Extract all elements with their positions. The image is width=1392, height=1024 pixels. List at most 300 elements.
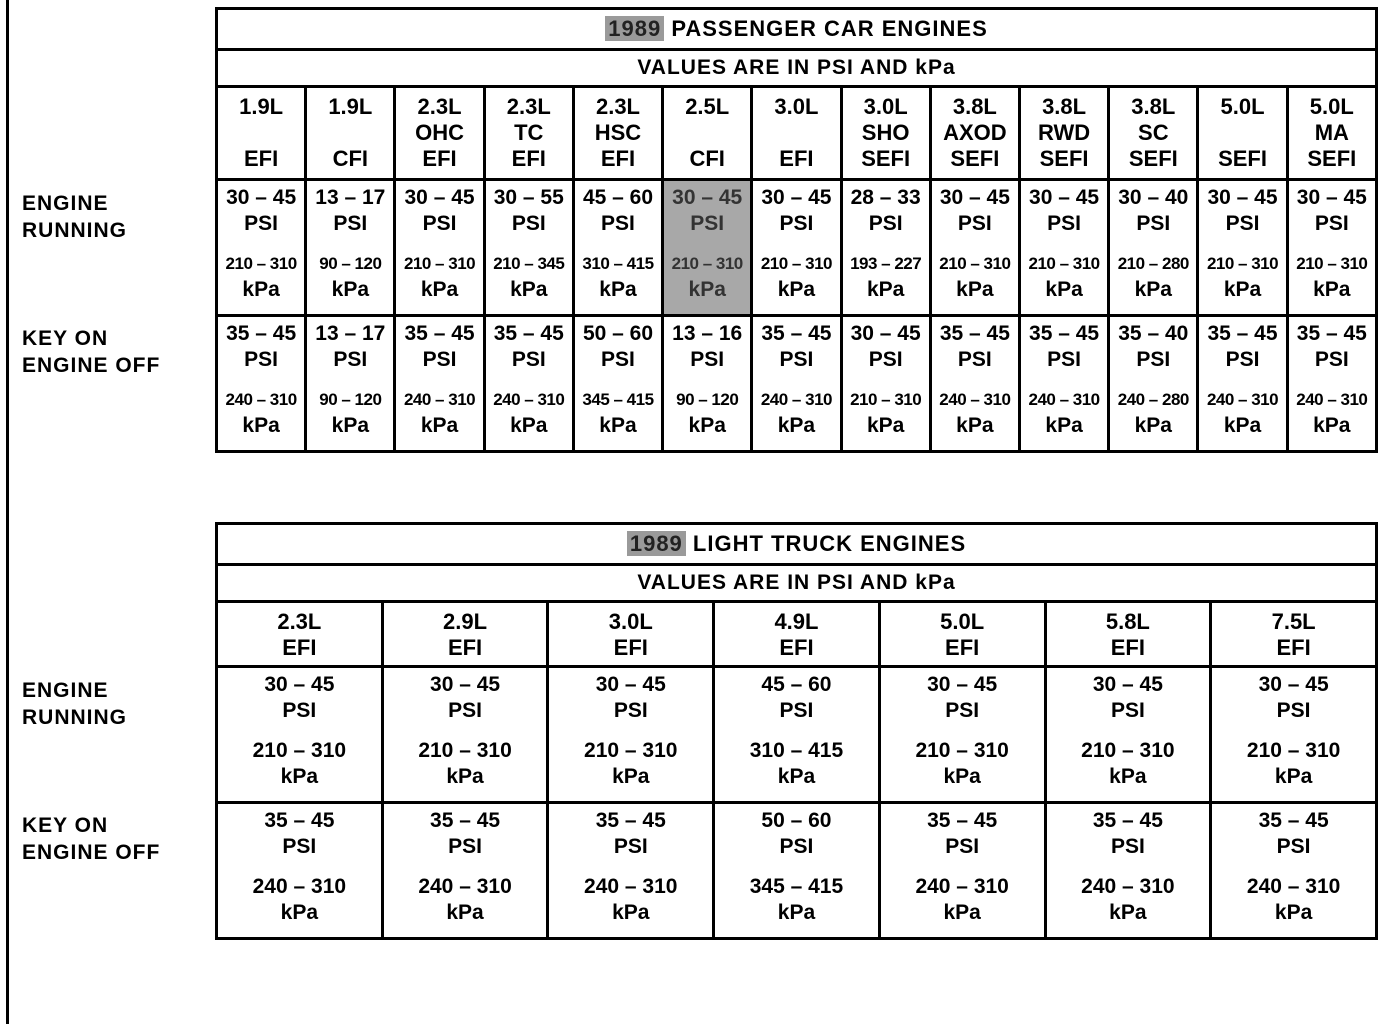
truck-cell-engine-running [714, 667, 880, 803]
psi-unit: PSI [868, 348, 903, 371]
truck-units-note: VALUES ARE IN PSI AND kPa [217, 565, 1377, 602]
psi-range: 35 – 45 [1296, 322, 1367, 345]
kpa-range: 310 – 415 [582, 254, 654, 273]
kpa-unit: kPa [446, 901, 484, 924]
passenger-engine-header [395, 87, 484, 180]
psi-range: 35 – 45 [1258, 809, 1329, 832]
passenger-engine-header-row [217, 87, 1377, 180]
kpa-range: 240 – 310 [403, 390, 476, 409]
truck-label-engine-running [22, 677, 127, 731]
engine-header-line: CFI [332, 146, 369, 171]
truck-cell-engine-running [879, 667, 1045, 803]
psi-unit: PSI [779, 699, 814, 722]
passenger-engine-header [841, 87, 930, 180]
truck-engine-header [1211, 602, 1377, 667]
kpa-unit: kPa [1223, 278, 1262, 301]
psi-range: 30 – 45 [1258, 673, 1329, 696]
engine-header-line: SC [1138, 120, 1169, 145]
psi-unit: PSI [511, 212, 546, 235]
kpa-range: 240 – 310 [252, 875, 347, 898]
label-line: KEY ON [22, 327, 109, 350]
passenger-label-engine-running [22, 190, 127, 244]
truck-engine-header [1045, 602, 1211, 667]
kpa-range: 210 – 310 [1028, 254, 1100, 273]
psi-range: 50 – 60 [761, 809, 832, 832]
truck-engine-header [217, 602, 383, 667]
engine-header-line: TC [514, 120, 544, 145]
truck-engine-header [382, 602, 548, 667]
engine-header-line: 2.3L [417, 94, 462, 119]
psi-range: 35 – 45 [1092, 809, 1163, 832]
passenger-row-key-on-engine-off [217, 316, 1377, 452]
psi-unit: PSI [945, 699, 980, 722]
psi-range: 30 – 45 [939, 186, 1010, 209]
passenger-cell-engine-running [1109, 180, 1198, 316]
passenger-engine-header [484, 87, 573, 180]
kpa-unit: kPa [280, 901, 319, 924]
passenger-cell-key-on-engine-off [841, 316, 930, 452]
kpa-range: 310 – 415 [749, 739, 844, 762]
psi-unit: PSI [511, 348, 546, 371]
kpa-range: 240 – 310 [1296, 390, 1368, 409]
passenger-engine-header [930, 87, 1019, 180]
psi-range: 30 – 45 [430, 673, 501, 696]
label-line: ENGINE [22, 192, 109, 215]
label-line: KEY ON [22, 814, 109, 837]
kpa-range: 240 – 310 [584, 875, 678, 898]
passenger-engine-header [1198, 87, 1287, 180]
passenger-cell-engine-running [484, 180, 573, 316]
engine-header-line: 5.0L [1220, 94, 1265, 119]
truck-cell-key-on-engine-off [548, 803, 714, 939]
label-line: RUNNING [22, 219, 127, 242]
psi-unit: PSI [282, 835, 317, 858]
psi-unit: PSI [1276, 699, 1311, 722]
passenger-cell-engine-running [1198, 180, 1287, 316]
kpa-range: 210 – 310 [252, 739, 347, 762]
psi-unit: PSI [1047, 212, 1081, 235]
kpa-unit: kPa [956, 414, 994, 437]
kpa-unit: kPa [1045, 278, 1083, 301]
kpa-unit: kPa [777, 901, 816, 924]
kpa-range: 210 – 310 [225, 254, 297, 273]
engine-header-line: 2.9L [443, 609, 488, 634]
kpa-unit: kPa [688, 414, 726, 437]
kpa-unit: kPa [510, 414, 548, 437]
passenger-engine-header [217, 87, 306, 180]
kpa-range: 210 – 310 [915, 739, 1009, 762]
psi-unit: PSI [1047, 348, 1081, 371]
passenger-table-title [217, 9, 1377, 50]
engine-header-line: 3.0L [863, 94, 908, 119]
psi-range: 45 – 60 [761, 673, 832, 696]
psi-unit: PSI [1225, 212, 1260, 235]
psi-range: 13 – 16 [672, 322, 743, 345]
passenger-cell-engine-running [841, 180, 930, 316]
psi-range: 30 – 45 [595, 673, 666, 696]
psi-range: 13 – 17 [315, 322, 386, 345]
truck-row-key-on-engine-off [217, 803, 1377, 939]
psi-unit: PSI [1136, 348, 1171, 371]
kpa-range: 210 – 310 [1246, 739, 1341, 762]
engine-header-line: 4.9L [774, 609, 819, 634]
passenger-cell-engine-running [306, 180, 395, 316]
engine-header-line [218, 120, 304, 146]
kpa-range: 210 – 310 [1206, 254, 1279, 273]
engine-header-line: 3.8L [952, 94, 997, 119]
psi-unit: PSI [779, 835, 814, 858]
engine-header-line: RWD [1038, 120, 1091, 145]
psi-unit: PSI [282, 699, 317, 722]
truck-engine-header [548, 602, 714, 667]
engine-header-line: 1.9L [239, 94, 284, 119]
truck-cell-key-on-engine-off [1211, 803, 1377, 939]
kpa-range: 210 – 345 [493, 254, 565, 273]
passenger-cell-key-on-engine-off [573, 316, 662, 452]
kpa-range: 210 – 310 [1081, 739, 1175, 762]
truck-engine-header-row [217, 602, 1377, 667]
passenger-cell-key-on-engine-off [1019, 316, 1108, 452]
kpa-unit: kPa [688, 278, 726, 301]
kpa-unit: kPa [777, 278, 816, 301]
psi-range: 45 – 60 [582, 186, 654, 209]
label-line: ENGINE [22, 679, 109, 702]
kpa-range: 345 – 415 [749, 875, 844, 898]
passenger-cell-key-on-engine-off [395, 316, 484, 452]
kpa-unit: kPa [242, 278, 280, 301]
passenger-engine-header [306, 87, 395, 180]
truck-units-row [217, 565, 1377, 602]
kpa-unit: kPa [1109, 765, 1147, 788]
kpa-range: 240 – 310 [1246, 875, 1341, 898]
engine-header-line: OHC [415, 120, 464, 145]
engine-header-line: SEFI [950, 146, 1000, 171]
psi-unit: PSI [613, 835, 648, 858]
kpa-unit: kPa [1134, 278, 1172, 301]
psi-range: 30 – 45 [264, 673, 335, 696]
engine-header-line: SEFI [1128, 146, 1178, 171]
truck-cell-key-on-engine-off [879, 803, 1045, 939]
truck-title-year: 1989 [627, 531, 686, 556]
engine-header-line: EFI [422, 146, 457, 171]
passenger-engine-header [752, 87, 841, 180]
passenger-units-row [217, 50, 1377, 87]
kpa-unit: kPa [1134, 414, 1172, 437]
passenger-engine-header [1287, 87, 1376, 180]
engine-header-line: 7.5L [1271, 609, 1316, 634]
psi-unit: PSI [690, 348, 725, 371]
psi-range: 30 – 45 [1296, 186, 1367, 209]
engine-header-line [753, 120, 839, 146]
engine-header-line: EFI [613, 635, 648, 660]
psi-range: 28 – 33 [850, 186, 921, 209]
engine-header-line: 3.0L [774, 94, 819, 119]
engine-header-line: EFI [447, 635, 483, 660]
passenger-cell-key-on-engine-off [1109, 316, 1198, 452]
psi-unit: PSI [957, 212, 992, 235]
psi-range: 35 – 45 [226, 322, 297, 345]
passenger-cell-key-on-engine-off [1287, 316, 1376, 452]
kpa-range: 90 – 120 [676, 390, 739, 409]
psi-unit: PSI [868, 212, 903, 235]
psi-range: 35 – 45 [939, 322, 1010, 345]
passenger-cell-key-on-engine-off [663, 316, 752, 452]
truck-cell-engine-running [382, 667, 548, 803]
light-truck-table [215, 522, 1378, 940]
engine-header-line: EFI [243, 146, 279, 171]
engine-header-line: EFI [600, 146, 636, 171]
psi-unit: PSI [1314, 212, 1349, 235]
kpa-unit: kPa [331, 278, 370, 301]
psi-range: 35 – 45 [404, 322, 475, 345]
psi-range: 30 – 40 [1118, 186, 1189, 209]
truck-engine-header [879, 602, 1045, 667]
engine-header-line: EFI [945, 635, 980, 660]
psi-range: 13 – 17 [315, 186, 386, 209]
engine-header-line: 3.8L [1131, 94, 1176, 119]
psi-unit: PSI [1225, 348, 1260, 371]
engine-header-line: SEFI [1039, 146, 1089, 171]
kpa-unit: kPa [956, 278, 994, 301]
psi-range: 35 – 45 [430, 809, 501, 832]
truck-cell-key-on-engine-off [382, 803, 548, 939]
engine-header-line [307, 120, 393, 146]
engine-header-line: EFI [282, 635, 317, 660]
psi-range: 30 – 45 [226, 186, 297, 209]
passenger-engine-header [1109, 87, 1198, 180]
kpa-unit: kPa [1313, 414, 1351, 437]
psi-unit: PSI [957, 348, 992, 371]
engine-header-line: MA [1314, 120, 1349, 145]
engine-header-line: 2.3L [506, 94, 551, 119]
kpa-unit: kPa [510, 278, 548, 301]
psi-range: 35 – 45 [1207, 322, 1278, 345]
kpa-unit: kPa [1313, 278, 1351, 301]
engine-header-line: CFI [689, 146, 725, 171]
kpa-unit: kPa [242, 414, 280, 437]
truck-cell-engine-running [1045, 667, 1211, 803]
passenger-cell-engine-running [752, 180, 841, 316]
psi-range: 35 – 45 [493, 322, 564, 345]
engine-header-line: SEFI [1218, 146, 1267, 171]
psi-unit: PSI [601, 348, 635, 371]
kpa-unit: kPa [866, 414, 905, 437]
engine-header-line: 5.0L [940, 609, 985, 634]
psi-range: 35 – 45 [595, 809, 666, 832]
psi-unit: PSI [1276, 835, 1311, 858]
passenger-cell-key-on-engine-off [1198, 316, 1287, 452]
psi-range: 30 – 45 [850, 322, 921, 345]
psi-unit: PSI [1110, 835, 1145, 858]
psi-range: 35 – 45 [264, 809, 335, 832]
engine-header-line: EFI [1110, 635, 1145, 660]
kpa-unit: kPa [612, 765, 650, 788]
psi-range: 30 – 45 [1207, 186, 1278, 209]
psi-unit: PSI [422, 212, 457, 235]
truck-cell-key-on-engine-off [714, 803, 880, 939]
engine-header-line: SEFI [861, 146, 911, 171]
truck-cell-engine-running [548, 667, 714, 803]
truck-cell-key-on-engine-off [217, 803, 383, 939]
kpa-unit: kPa [1223, 414, 1262, 437]
passenger-engine-header [573, 87, 662, 180]
kpa-range: 240 – 310 [1206, 390, 1279, 409]
psi-unit: PSI [448, 699, 482, 722]
psi-unit: PSI [333, 212, 368, 235]
kpa-unit: kPa [599, 278, 637, 301]
engine-header-line: 2.5L [685, 94, 730, 119]
engine-header-line: EFI [511, 146, 546, 171]
passenger-cell-key-on-engine-off [217, 316, 306, 452]
label-line: ENGINE OFF [22, 841, 161, 864]
kpa-range: 240 – 310 [493, 390, 565, 409]
kpa-range: 240 – 310 [1081, 875, 1175, 898]
psi-unit: PSI [448, 835, 482, 858]
kpa-range: 345 – 415 [582, 390, 654, 409]
kpa-unit: kPa [943, 901, 981, 924]
kpa-range: 90 – 120 [319, 390, 382, 409]
engine-header-line: 2.3L [595, 94, 640, 119]
psi-range: 35 – 40 [1118, 322, 1189, 345]
passenger-cell-key-on-engine-off [752, 316, 841, 452]
engine-header-line: SHO [861, 120, 910, 145]
engine-header-line: 3.0L [608, 609, 653, 634]
engine-header-line: 5.0L [1309, 94, 1354, 119]
engine-header-line: HSC [594, 120, 642, 145]
passenger-cell-key-on-engine-off [930, 316, 1019, 452]
truck-row-engine-running [217, 667, 1377, 803]
passenger-cell-key-on-engine-off [306, 316, 395, 452]
passenger-cell-engine-running [573, 180, 662, 316]
engine-header-line: 2.3L [277, 609, 322, 634]
psi-range: 35 – 45 [927, 809, 998, 832]
psi-unit: PSI [779, 348, 814, 371]
psi-range: 30 – 45 [672, 186, 743, 209]
psi-unit: PSI [613, 699, 648, 722]
kpa-range: 240 – 310 [418, 875, 512, 898]
psi-range: 50 – 60 [582, 322, 654, 345]
passenger-units-note: VALUES ARE IN PSI AND kPa [217, 50, 1377, 87]
kpa-range: 240 – 310 [939, 390, 1011, 409]
psi-unit: PSI [244, 348, 279, 371]
truck-cell-engine-running [1211, 667, 1377, 803]
passenger-engine-header [1019, 87, 1108, 180]
psi-unit: PSI [422, 348, 457, 371]
kpa-unit: kPa [866, 278, 905, 301]
passenger-title-year: 1989 [605, 16, 664, 41]
kpa-range: 210 – 310 [403, 254, 476, 273]
passenger-title-row [217, 9, 1377, 50]
kpa-range: 90 – 120 [319, 254, 382, 273]
engine-header-line: EFI [779, 635, 814, 660]
kpa-range: 210 – 280 [1117, 254, 1189, 273]
psi-range: 35 – 45 [761, 322, 832, 345]
kpa-unit: kPa [420, 278, 459, 301]
psi-range: 30 – 45 [1029, 186, 1100, 209]
passenger-cell-engine-running [217, 180, 306, 316]
passenger-cell-key-on-engine-off [484, 316, 573, 452]
kpa-unit: kPa [420, 414, 459, 437]
kpa-unit: kPa [599, 414, 637, 437]
kpa-unit: kPa [331, 414, 370, 437]
kpa-unit: kPa [943, 765, 981, 788]
engine-header-line: EFI [1276, 635, 1311, 660]
truck-cell-key-on-engine-off [1045, 803, 1211, 939]
kpa-unit: kPa [777, 765, 816, 788]
kpa-range: 210 – 310 [760, 254, 832, 273]
kpa-unit: kPa [1045, 414, 1083, 437]
psi-unit: PSI [244, 212, 279, 235]
kpa-range: 240 – 310 [1028, 390, 1100, 409]
truck-title-text: LIGHT TRUCK ENGINES [685, 531, 967, 556]
psi-range: 30 – 55 [493, 186, 564, 209]
passenger-title-text: PASSENGER CAR ENGINES [664, 16, 988, 41]
engine-header-line: EFI [779, 146, 814, 171]
engine-header-line: SEFI [1307, 146, 1357, 171]
kpa-unit: kPa [1109, 901, 1147, 924]
truck-title-row [217, 524, 1377, 565]
psi-unit: PSI [601, 212, 635, 235]
kpa-range: 240 – 310 [225, 390, 297, 409]
kpa-unit: kPa [446, 765, 484, 788]
passenger-cell-engine-running [1287, 180, 1376, 316]
kpa-range: 240 – 310 [760, 390, 832, 409]
truck-label-key-on-engine-off [22, 812, 160, 866]
kpa-range: 240 – 280 [1117, 390, 1189, 409]
passenger-label-key-on-engine-off [22, 325, 160, 379]
label-line: ENGINE OFF [22, 354, 161, 377]
passenger-cell-engine-running [395, 180, 484, 316]
passenger-cell-engine-running [663, 180, 752, 316]
kpa-range: 193 – 227 [850, 254, 922, 273]
engine-header-line: 5.8L [1105, 609, 1150, 634]
psi-unit: PSI [1314, 348, 1349, 371]
psi-range: 30 – 45 [404, 186, 475, 209]
psi-unit: PSI [779, 212, 814, 235]
psi-unit: PSI [690, 212, 725, 235]
psi-unit: PSI [1136, 212, 1171, 235]
page-left-rule [6, 0, 9, 1024]
engine-header-line: 1.9L [328, 94, 373, 119]
kpa-range: 210 – 310 [850, 390, 922, 409]
kpa-range: 210 – 310 [939, 254, 1011, 273]
truck-engine-header [714, 602, 880, 667]
psi-range: 35 – 45 [1029, 322, 1100, 345]
psi-unit: PSI [1110, 699, 1145, 722]
kpa-range: 210 – 310 [671, 254, 743, 273]
engine-header-line [664, 120, 750, 146]
kpa-range: 210 – 310 [584, 739, 678, 762]
engine-header-line: 3.8L [1042, 94, 1087, 119]
passenger-cell-engine-running [1019, 180, 1108, 316]
psi-range: 30 – 45 [761, 186, 832, 209]
passenger-row-engine-running [217, 180, 1377, 316]
kpa-range: 240 – 310 [915, 875, 1009, 898]
psi-unit: PSI [333, 348, 368, 371]
kpa-unit: kPa [1274, 901, 1313, 924]
passenger-engine-header [663, 87, 752, 180]
kpa-unit: kPa [1274, 765, 1313, 788]
kpa-range: 210 – 310 [418, 739, 512, 762]
kpa-unit: kPa [777, 414, 816, 437]
psi-unit: PSI [945, 835, 980, 858]
engine-header-line: AXOD [943, 120, 1007, 145]
psi-range: 30 – 45 [1092, 673, 1163, 696]
engine-header-line [1199, 120, 1285, 146]
kpa-range: 210 – 310 [1296, 254, 1368, 273]
label-line: RUNNING [22, 706, 127, 729]
psi-range: 30 – 45 [927, 673, 998, 696]
